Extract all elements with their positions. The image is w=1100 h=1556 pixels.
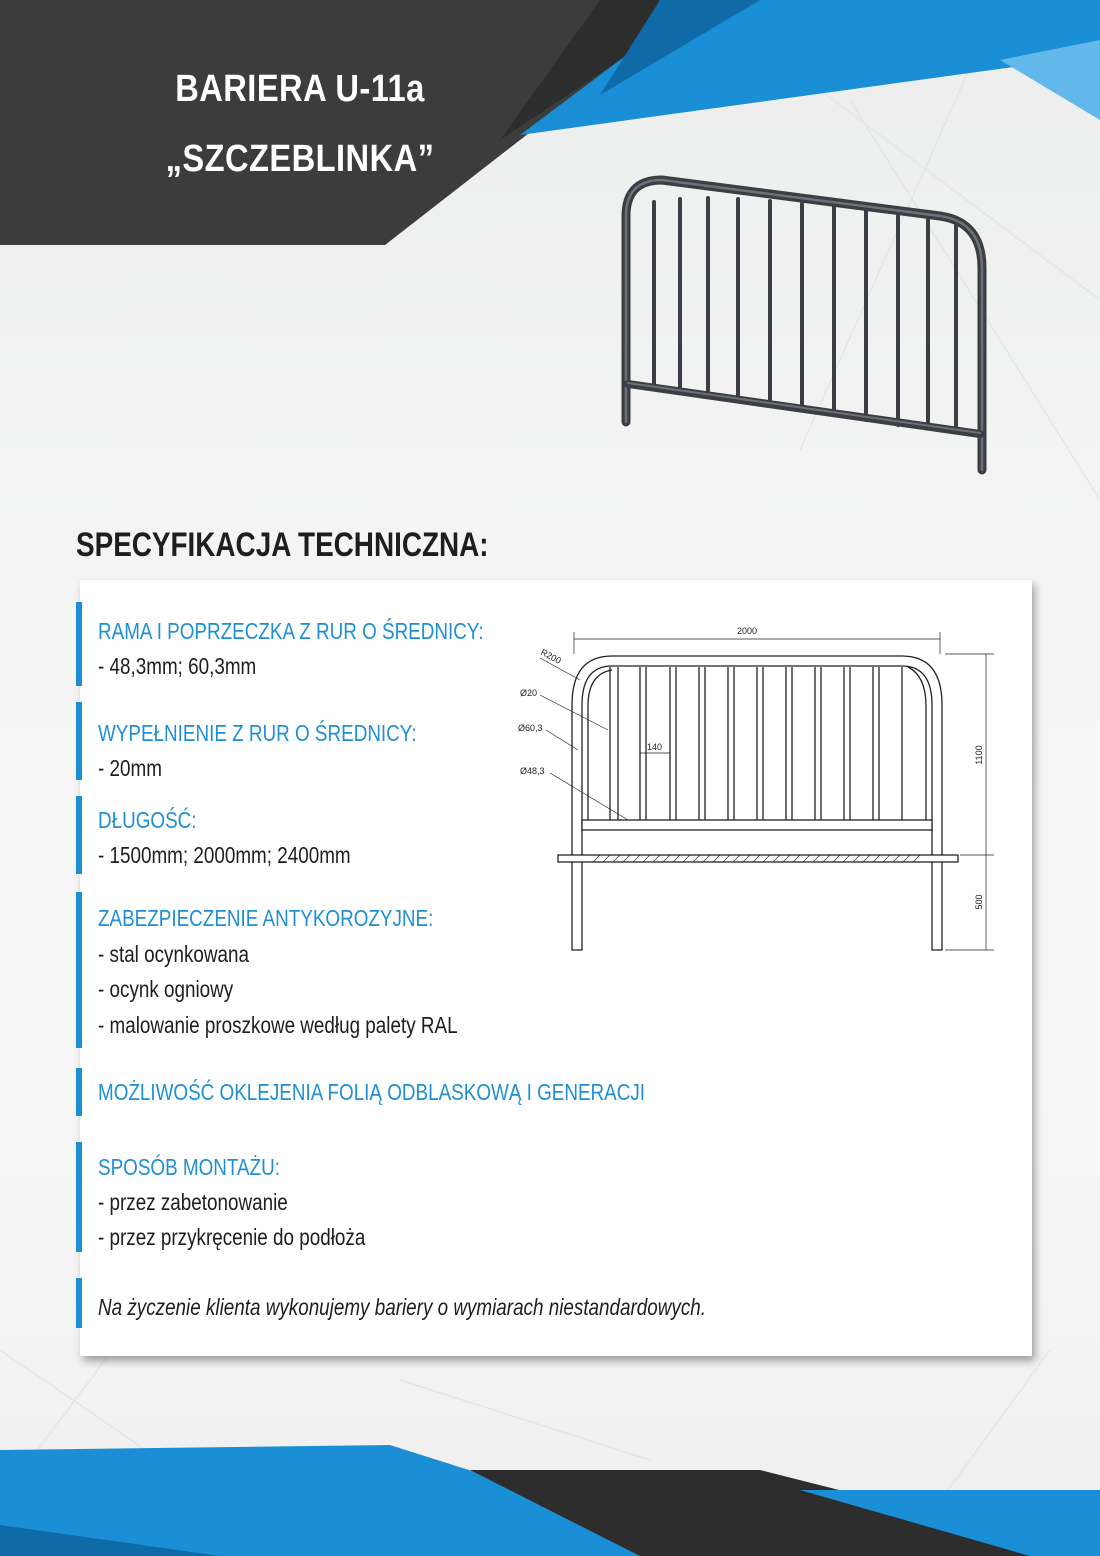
spec-mounting-item: - przez przykręcenie do podłoża bbox=[98, 1224, 366, 1250]
spec-fill-item: - 20mm bbox=[98, 755, 162, 781]
spec-reflective-heading: MOŻLIWOŚĆ OKLEJENIA FOLIĄ ODBLASKOWĄ I GENERACJI bbox=[98, 1079, 646, 1105]
spec-corrosion-item: - stal ocynkowana bbox=[98, 941, 249, 967]
spec-heading: SPECYFIKACJA TECHNICZNA: bbox=[76, 526, 489, 564]
custom-dimensions-note: Na życzenie klienta wykonujemy bariery o wymiarach niestandardowych. bbox=[98, 1294, 706, 1320]
accent-bar bbox=[76, 892, 82, 1048]
fill-pipe-label: Ø20 bbox=[520, 688, 538, 698]
accent-bar bbox=[76, 702, 82, 780]
cross-pipe-label: Ø48,3 bbox=[520, 766, 545, 776]
height-dimension: 1100 bbox=[974, 745, 984, 765]
spec-frame-heading: RAMA I POPRZECZKA Z RUR O ŚREDNICY: bbox=[98, 618, 484, 644]
product-title-line1: BARIERA U-11a bbox=[175, 68, 425, 110]
spec-corrosion-item: - ocynk ogniowy bbox=[98, 976, 234, 1002]
accent-bar bbox=[76, 1142, 82, 1252]
spec-mounting-heading: SPOSÓB MONTAŻU: bbox=[98, 1154, 280, 1180]
width-dimension: 2000 bbox=[736, 626, 758, 636]
accent-bar bbox=[76, 796, 82, 874]
spec-frame-item: - 48,3mm; 60,3mm bbox=[98, 653, 257, 679]
spec-corrosion-heading: ZABEZPIECZENIE ANTYKOROZYJNE: bbox=[98, 905, 434, 931]
spec-length-item: - 1500mm; 2000mm; 2400mm bbox=[98, 842, 351, 868]
spec-length-heading: DŁUGOŚĆ: bbox=[98, 807, 197, 833]
spacing-dimension: 140 bbox=[647, 742, 663, 752]
radius-label: R200 bbox=[539, 646, 563, 666]
accent-bar bbox=[76, 1068, 82, 1116]
embed-depth-dimension: 500 bbox=[974, 894, 984, 910]
frame-pipe-label: Ø60,3 bbox=[518, 723, 543, 733]
steel-barrier-photo bbox=[610, 172, 1000, 477]
accent-bar bbox=[76, 1278, 82, 1328]
technical-drawing bbox=[500, 620, 1020, 960]
spec-mounting-item: - przez zabetonowanie bbox=[98, 1189, 288, 1215]
spec-corrosion-item: - malowanie proszkowe według palety RAL bbox=[98, 1012, 458, 1038]
accent-bar bbox=[76, 602, 82, 686]
product-title-line2: „SZCZEBLINKA” bbox=[165, 138, 435, 180]
spec-fill-heading: WYPEŁNIENIE Z RUR O ŚREDNICY: bbox=[98, 720, 417, 746]
